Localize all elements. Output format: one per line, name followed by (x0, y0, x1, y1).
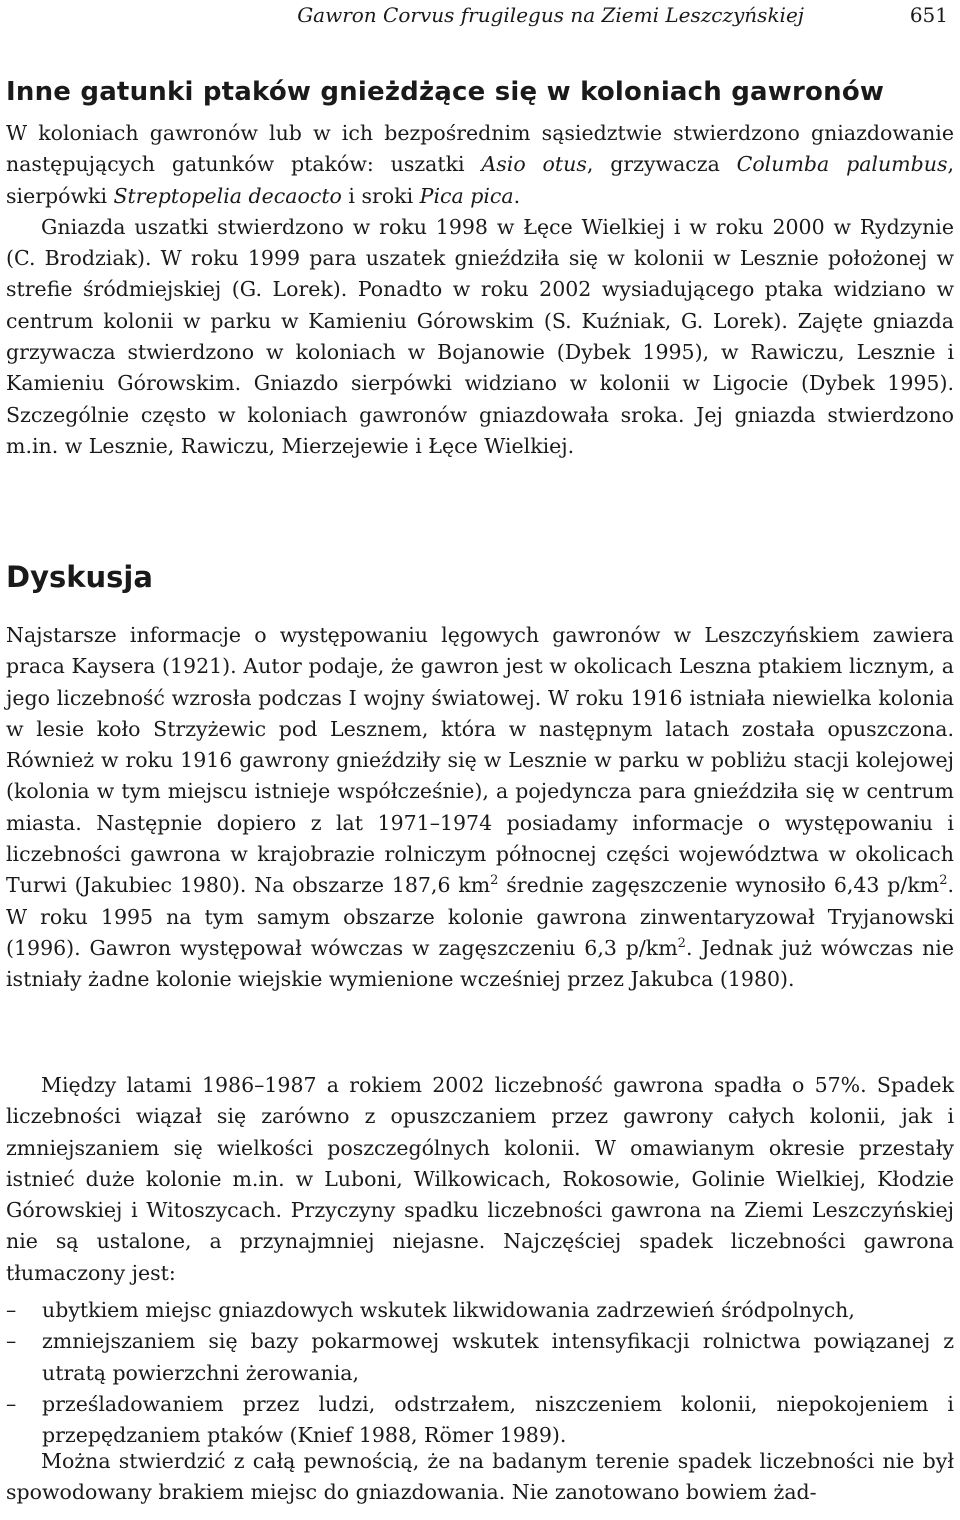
running-head (6, 2, 954, 28)
latin-name: Asio otus (481, 152, 587, 177)
latin-name: Columba palumbus (736, 152, 948, 177)
list-item-text: prześladowaniem przez ludzi, odstrzałem, niszczeniem kolonii, niepokojeniem i przepędzaniem ptaków (Knief 1988, Römer 1989). (42, 1391, 954, 1448)
list-item-text: zmniejszaniem się bazy pokarmowej wskutek intensyfikacji rolnictwa powiązanej z utratą powierzchni żerowania, (42, 1329, 954, 1385)
dash-bullet: – (6, 1329, 17, 1354)
text-run: średnie zagęszczenie wynosiło 6,43 p/km (498, 873, 940, 898)
running-title: Gawron Corvus frugilegus na Ziemi Leszczyńskiej (297, 3, 804, 27)
text-run: Najstarsze informacje o występowaniu lęgowych gawronów w Leszczyńskiem zawiera praca Kaysera (1921). Autor podaje, że gawron jest w okolicach Leszna ptakiem licznym, a jego liczebność wzrosła podczas I wojny światowej. W roku 1916 istniała niewielka kolonia w lesie koło Strzyżewic pod Lesznem, która w następnym latach została opuszczona. Również w roku 1916 gawrony gnieździły się w Lesznie w parku w pobliżu stacji kolejowej (kolonia w tym miejscu istnieje współcześnie), a pojedyncza para gnieździła się w centrum miasta. Następnie dopiero z lat 1971–1974 posiadamy informacje o występowaniu i liczebności gawrona w krajobrazie rolniczym północnej części województwa w okolicach Turwi (Jakubiec 1980). Na obszarze 187,6 km (6, 623, 954, 898)
section-heading-other-species: Inne gatunki ptaków gnieżdżące się w koloniach gawronów (6, 77, 885, 107)
list-item (6, 1295, 954, 1326)
text-run: , grzywacza (586, 152, 737, 177)
text-run: Można stwierdzić z całą pewnością, że na badanym terenie spadek liczebności nie był spowodowany brakiem miejsc do gniazdowania. Nie zanotowano bowiem żad- (6, 1449, 954, 1505)
latin-name: Pica pica (419, 183, 514, 208)
superscript: 2 (490, 873, 499, 889)
superscript: 2 (939, 873, 948, 889)
paragraph-discussion-1 (6, 620, 954, 996)
section-heading-discussion: Dyskusja (6, 560, 153, 594)
paragraph-discussion-2 (6, 1070, 954, 1289)
latin-name: Streptopelia decaocto (113, 183, 342, 208)
text-run: Gniazda uszatki stwierdzono w roku 1998 w Łęce Wielkiej i w roku 2000 w Rydzynie (C. Brodziak). W roku 1999 para uszatek gnieździła się w kolonii w Lesznie położonej w strefie śródmiejskiej (G. Lorek). Ponadto w roku 2002 wysiadującego ptaka widziano w centrum kolonii w parku w Kamieniu Górowskim (S. Kuźniak, G. Lorek). Zajęte gniazda grzywacza stwierdzono w koloniach w Bojanowie (Dybek 1995), w Rawiczu, Lesznie i Kamieniu Górowskim. Gniazdo sierpówki widziano w kolonii w Ligocie (Dybek 1995). Szczególnie często w koloniach gawronów gniazdowała sroka. Jej gniazda stwierdzono m.in. w Lesznie, Rawiczu, Mierzejewie i Łęce Wielkiej. (6, 214, 954, 458)
dash-bullet: – (6, 1298, 17, 1322)
list-item (6, 1389, 954, 1452)
text-run: W koloniach gawronów lub w ich bezpośrednim sąsiedztwie stwierdzono gniazdowanie następujących gatunków ptaków: uszatki (6, 121, 954, 177)
list-item-text: ubytkiem miejsc gniazdowych wskutek likwidowania zadrzewień śródpolnych, (42, 1298, 855, 1322)
reasons-list (6, 1295, 954, 1451)
text-run: , sierpówki (6, 152, 955, 208)
text-run: i sroki (341, 183, 420, 208)
page-number: 651 (909, 3, 948, 27)
text-run: . (513, 183, 521, 208)
superscript: 2 (677, 935, 686, 951)
paragraph-other-species (6, 118, 954, 462)
text-run: . Jednak już wówczas nie istniały żadne kolonie wiejskie wymienione wcześniej przez Jakubca (1980). (6, 935, 954, 992)
paragraph-discussion-3 (6, 1446, 954, 1509)
dash-bullet: – (6, 1391, 17, 1416)
text-run: Między latami 1986–1987 a rokiem 2002 liczebność gawrona spadła o 57%. Spadek liczebności wiązał się zarówno z opuszczaniem przez gawrony całych kolonii, jak i zmniejszaniem się wielkości poszczególnych kolonii. W omawianym okresie przestały istnieć duże kolonie m.in. w Luboni, Wilkowicach, Rokosowie, Golinie Wielkiej, Kłodzie Górowskiej i Witoszycach. Przyczyny spadku liczebności gawrona na Ziemi Leszczyńskiej nie są ustalone, a przynajmniej niejasne. Najczęściej spadek liczebności gawrona tłumaczony jest: (6, 1073, 954, 1285)
list-item (6, 1326, 954, 1389)
text-run: . W roku 1995 na tym samym obszarze kolonie gawrona zinwentaryzował Tryjanowski (1996). Gawron występował wówczas w zagęszczeniu 6,3 p/km (6, 873, 954, 960)
